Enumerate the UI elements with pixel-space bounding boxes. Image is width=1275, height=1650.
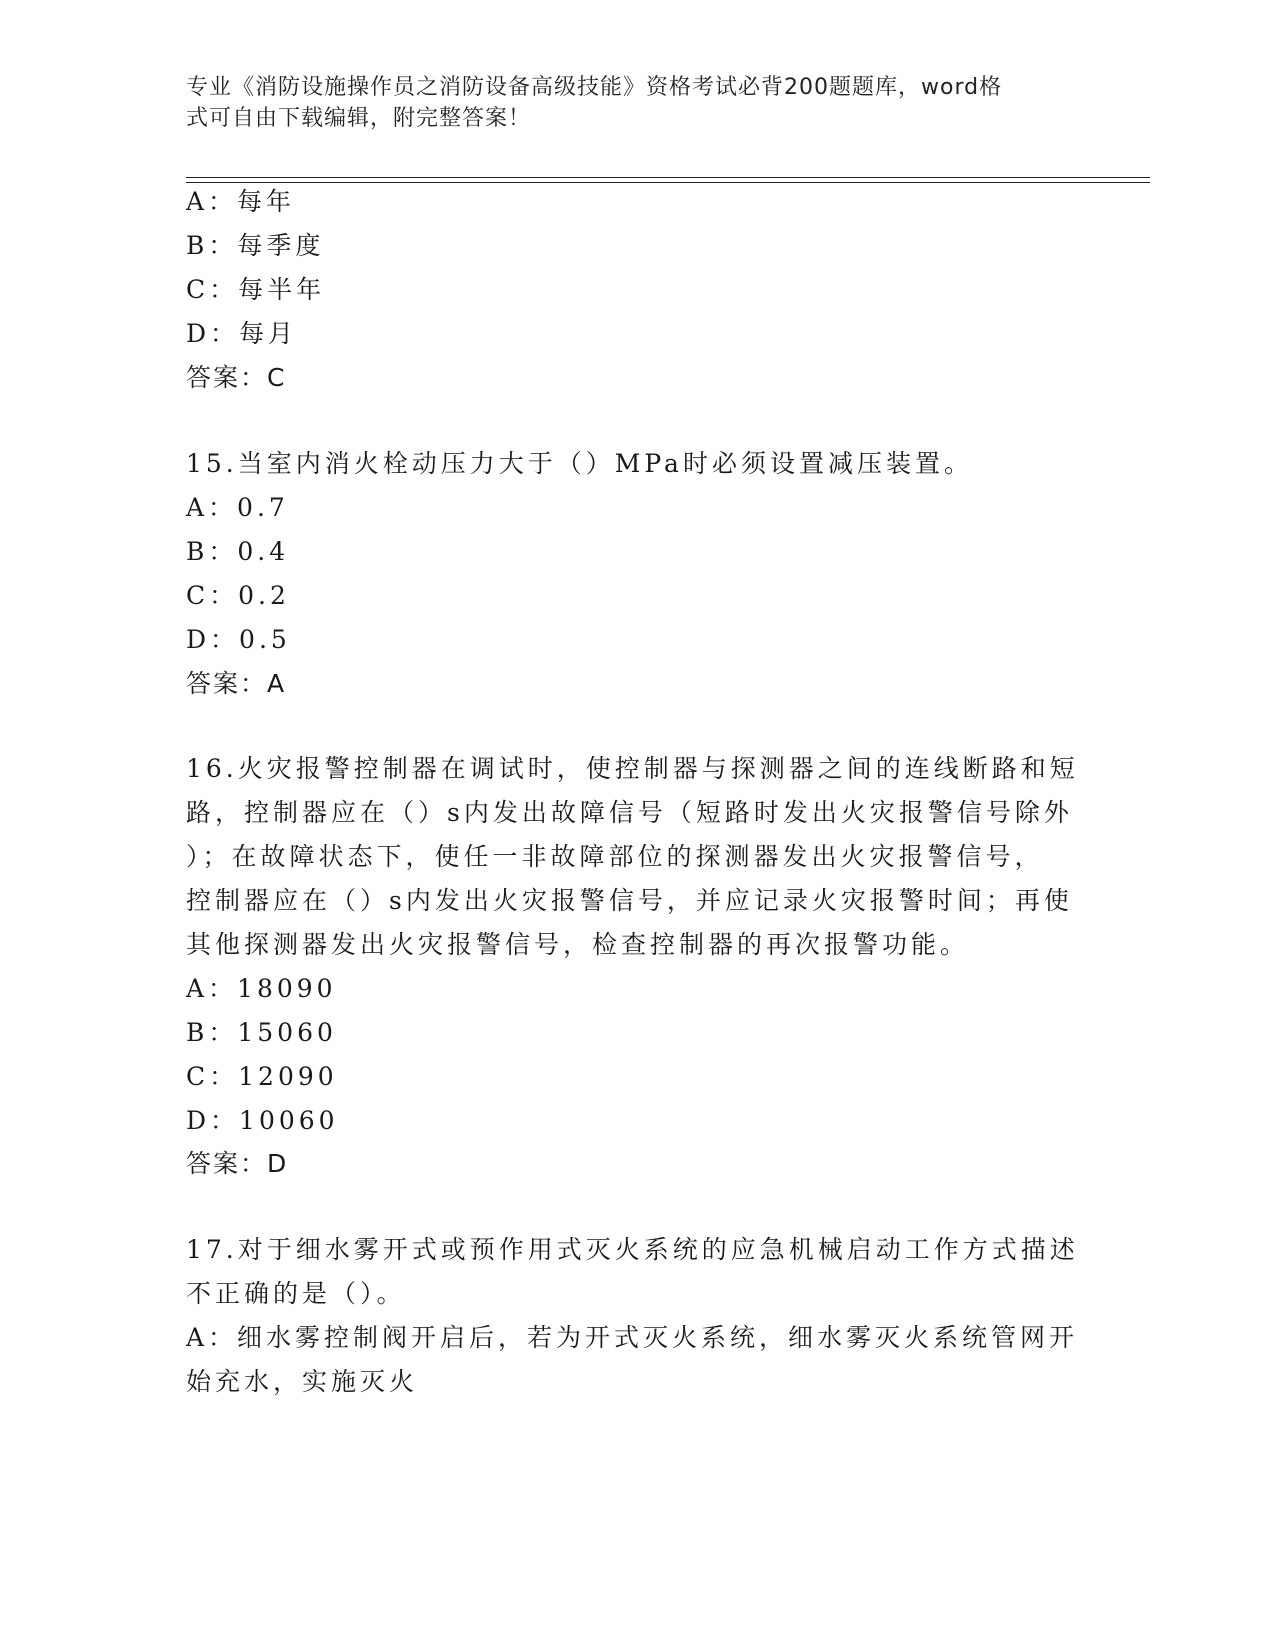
q14-option-d: D：每月	[186, 319, 298, 348]
q16-answer: 答案：D	[186, 1149, 289, 1178]
q16-option-b: B：15060	[186, 1018, 337, 1047]
q15-option-b: B：0.4	[186, 537, 290, 566]
q16-stem-line-5: 其他探测器发出火灾报警信号，检查控制器的再次报警功能。	[186, 930, 970, 959]
q14-answer: 答案：C	[186, 363, 287, 392]
header-line-2: 式可自由下载编辑，附完整答案！	[186, 106, 532, 131]
q14-option-a: A：每年	[186, 187, 296, 216]
q15-option-a: A：0.7	[186, 493, 289, 522]
header-divider-bottom	[186, 182, 1150, 183]
q14-option-b: B：每季度	[186, 231, 325, 260]
q17-stem-line-2: 不正确的是（）。	[186, 1279, 406, 1308]
document-header	[186, 72, 1066, 134]
q17-stem-line-1: 17.对于细水雾开式或预作用式灭火系统的应急机械启动工作方式描述	[186, 1235, 1079, 1264]
q16-stem-line-3: ）；在故障状态下，使任一非故障部位的探测器发出火灾报警信号，	[186, 842, 1044, 871]
header-line-1: 专业《消防设施操作员之消防设备高级技能》资格考试必背200题题库，word格	[186, 75, 1003, 100]
q15-option-d: D：0.5	[186, 625, 291, 654]
q15-option-c: C：0.2	[186, 581, 290, 610]
q17-option-a-line-1: A：细水雾控制阀开启后，若为开式灭火系统，细水雾灭火系统管网开	[186, 1323, 1079, 1352]
q16-stem-line-2: 路，控制器应在（）s内发出故障信号（短路时发出火灾报警信号除外	[186, 798, 1073, 827]
q17-option-a-line-2: 始充水，实施灭火	[186, 1367, 419, 1396]
q15-answer: 答案：A	[186, 669, 287, 698]
q16-stem-line-4: 控制器应在（）s内发出火灾报警信号，并应记录火灾报警时间；再使	[186, 886, 1073, 915]
q16-option-c: C：12090	[186, 1062, 338, 1091]
q16-option-a: A：18090	[186, 974, 337, 1003]
q14-option-c: C：每半年	[186, 275, 326, 304]
q16-option-d: D：10060	[186, 1106, 339, 1135]
q16-stem-line-1: 16.火灾报警控制器在调试时，使控制器与探测器之间的连线断路和短	[186, 754, 1079, 783]
q15-stem: 15.当室内消火栓动压力大于（）MPa时必须设置减压装置。	[186, 449, 973, 478]
header-divider-top	[186, 177, 1150, 178]
